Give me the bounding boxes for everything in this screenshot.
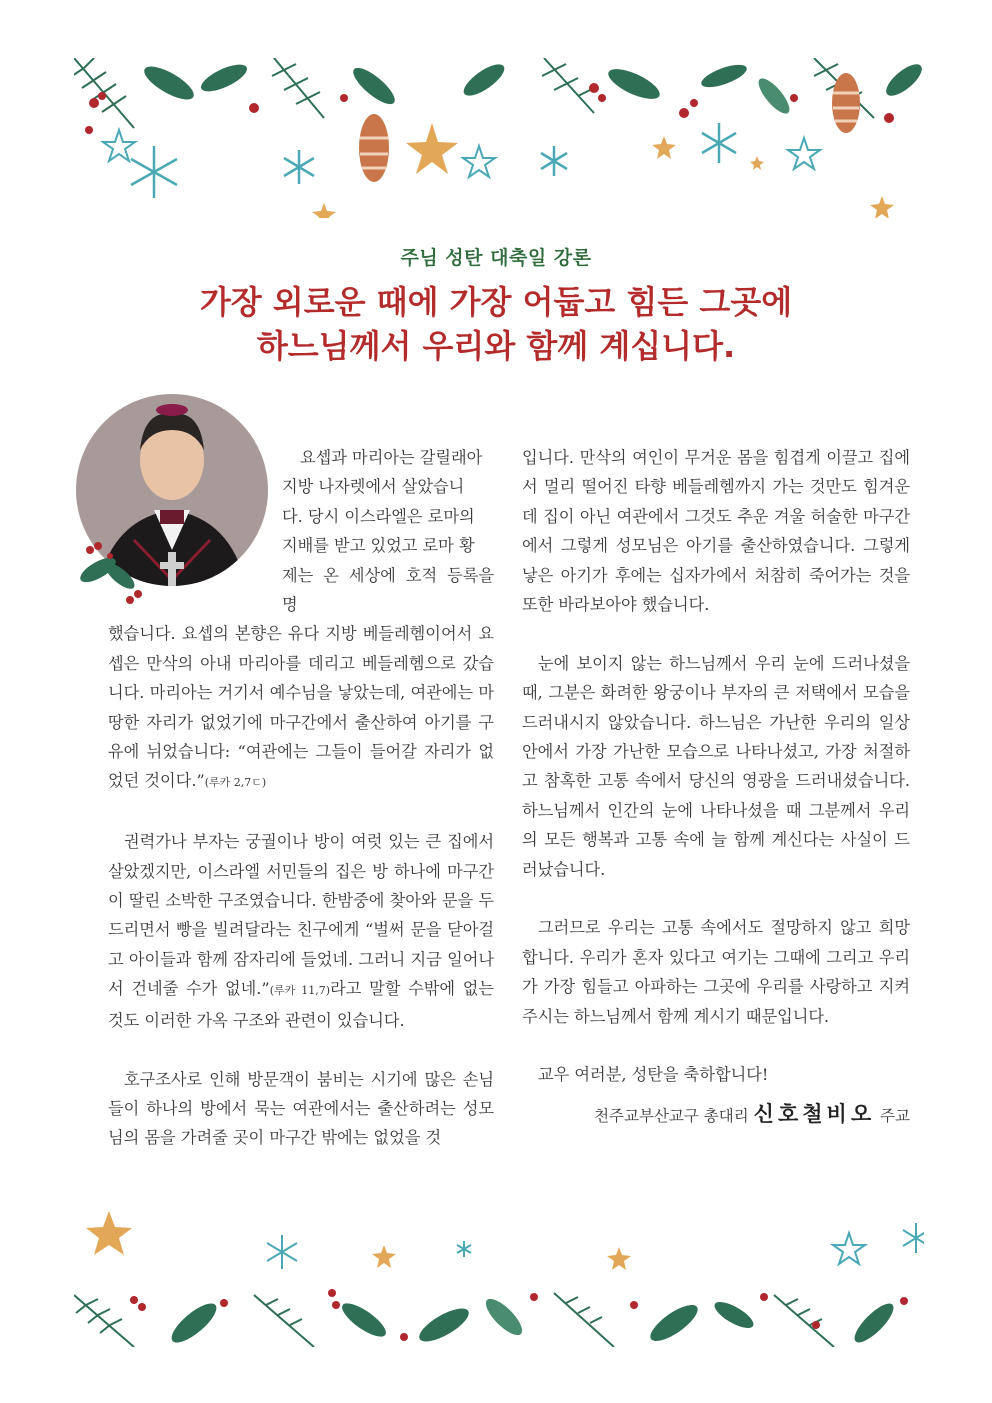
- paragraph-6: 그러므로 우리는 고통 속에서도 절망하지 않고 희망합니다. 우리가 혼자 있다고 여기는 그때에 그리고 우리가 가장 힘들고 아파하는 그곳에 우리를 사랑하고 지켜주시는 하느님께서 함께 계시기 때문입니다.: [522, 918, 910, 1026]
- headline-line-2: 하느님께서 우리와 함께 계십니다.: [256, 327, 736, 365]
- christmas-greeting: 교우 여러분, 성탄을 축하합니다!: [538, 1065, 769, 1085]
- snowflake-icon: [267, 1223, 924, 1269]
- article-column-right: [522, 443, 910, 1131]
- sermon-subtitle: 주님 성탄 대축일 강론: [400, 247, 592, 269]
- paragraph-text: 했습니다. 요셉의 본향은 유다 지방 베들레헴이어서 요셉은 만삭의 아내 마리아를 데리고 베들레헴으로 갔습니다. 마리아는 거기서 예수님을 낳았는데, 여관에는 마땅한 자리가 없었기에 마구간에서 출산하여 아기를 구유에 뉘었습니다: “여관에는 그들이 들어갈 자리가 없었던 것이다.”: [108, 624, 494, 791]
- signature-title: 주교: [880, 1106, 910, 1125]
- christmas-garland-top: [74, 58, 924, 218]
- sermon-headline: [0, 280, 992, 368]
- paragraph-4: 입니다. 만삭의 여인이 무거운 몸을 힘겹게 이끌고 집에서 멀리 떨어진 타향 베들레헴까지 가는 것만도 힘겨운데 집이 아닌 여관에서 그것도 추운 겨울 허술한 마구간에서 그렇게 성모님은 아기를 출산하였습니다. 그렇게 낳은 아기가 후에는 십자가에서 처참히 죽어가는 것을 또한 바라보아야 했습니다.: [522, 448, 910, 615]
- paragraph-1: [108, 619, 494, 797]
- bible-citation: (루카 11,7): [269, 984, 331, 998]
- article-column-left: [108, 443, 494, 1153]
- bible-citation: (루카 2,7ㄷ): [204, 776, 267, 790]
- ornament-icon: [359, 73, 860, 182]
- star-outline-icon: [833, 1233, 865, 1264]
- star-icon: [312, 123, 894, 218]
- paragraph-line: 다. 당시 이스라엘은 로마의: [282, 506, 475, 526]
- paragraph-line: 제는 온 세상에 호적 등록을 명: [282, 565, 494, 615]
- paragraph-line: 지방 나자렛에서 살았습니: [282, 477, 465, 497]
- leaf-icon: [166, 1294, 899, 1347]
- star-outline-icon: [103, 130, 820, 177]
- paragraph-line: 지배를 받고 있었고 로마 황: [282, 536, 475, 556]
- wrapped-lines: [282, 443, 494, 619]
- headline-line-1: 가장 외로운 때에 가장 어둡고 힘든 그곳에: [199, 283, 793, 321]
- paragraph-5: 눈에 보이지 않는 하느님께서 우리 눈에 드러나셨을 때, 그분은 화려한 왕궁이나 부자의 큰 저택에서 모습을 드러내시지 않았습니다. 하느님은 가난한 우리의 일상 안에서 가장 가난한 모습으로 나타나셨고, 가장 처절하고 참혹한 고통 속에서 당신의 영광을 드러내셨습니다. 하느님께서 인간의 눈에 나타나셨을 때 그분께서 우리의 모든 행복과 고통 속에 늘 함께 계신다는 사실이 드러났습니다.: [522, 653, 910, 879]
- paragraph-3: 호구조사로 인해 방문객이 붐비는 시기에 많은 손님들이 하나의 방에서 묵는 여관에서는 출산하려는 성모님의 몸을 가려줄 곳이 마구간 밖에는 없었을 것: [108, 1069, 494, 1148]
- paragraph-2: [108, 827, 494, 1035]
- paragraph-line: 요셉과 마리아는 갈릴래아: [300, 448, 483, 467]
- signature: [522, 1100, 910, 1131]
- paragraph-text: 권력가나 부자는 궁궐이나 방이 여럿 있는 큰 집에서 살았겠지만, 이스라엘 서민들의 집은 방 하나에 마구간이 딸린 소박한 구조였습니다. 한밤중에 찾아와 문을 두드리면서 빵을 빌려달라는 친구에게 “벌써 문을 닫아걸고 아이들과 함께 잠자리에 들었네. 그러니 지금 일어나서 건네줄 수가 없네.”: [108, 832, 494, 999]
- star-icon: [86, 1211, 631, 1270]
- signature-organization: 천주교부산교구 총대리: [594, 1106, 749, 1125]
- paragraph-text: 라고 말할 수밖에 없는 것도 이러한 가옥 구조와 관련이 있습니다.: [108, 979, 494, 1030]
- christmas-garland-bottom: [74, 1205, 924, 1347]
- signature-name: 신호철비오: [753, 1101, 876, 1126]
